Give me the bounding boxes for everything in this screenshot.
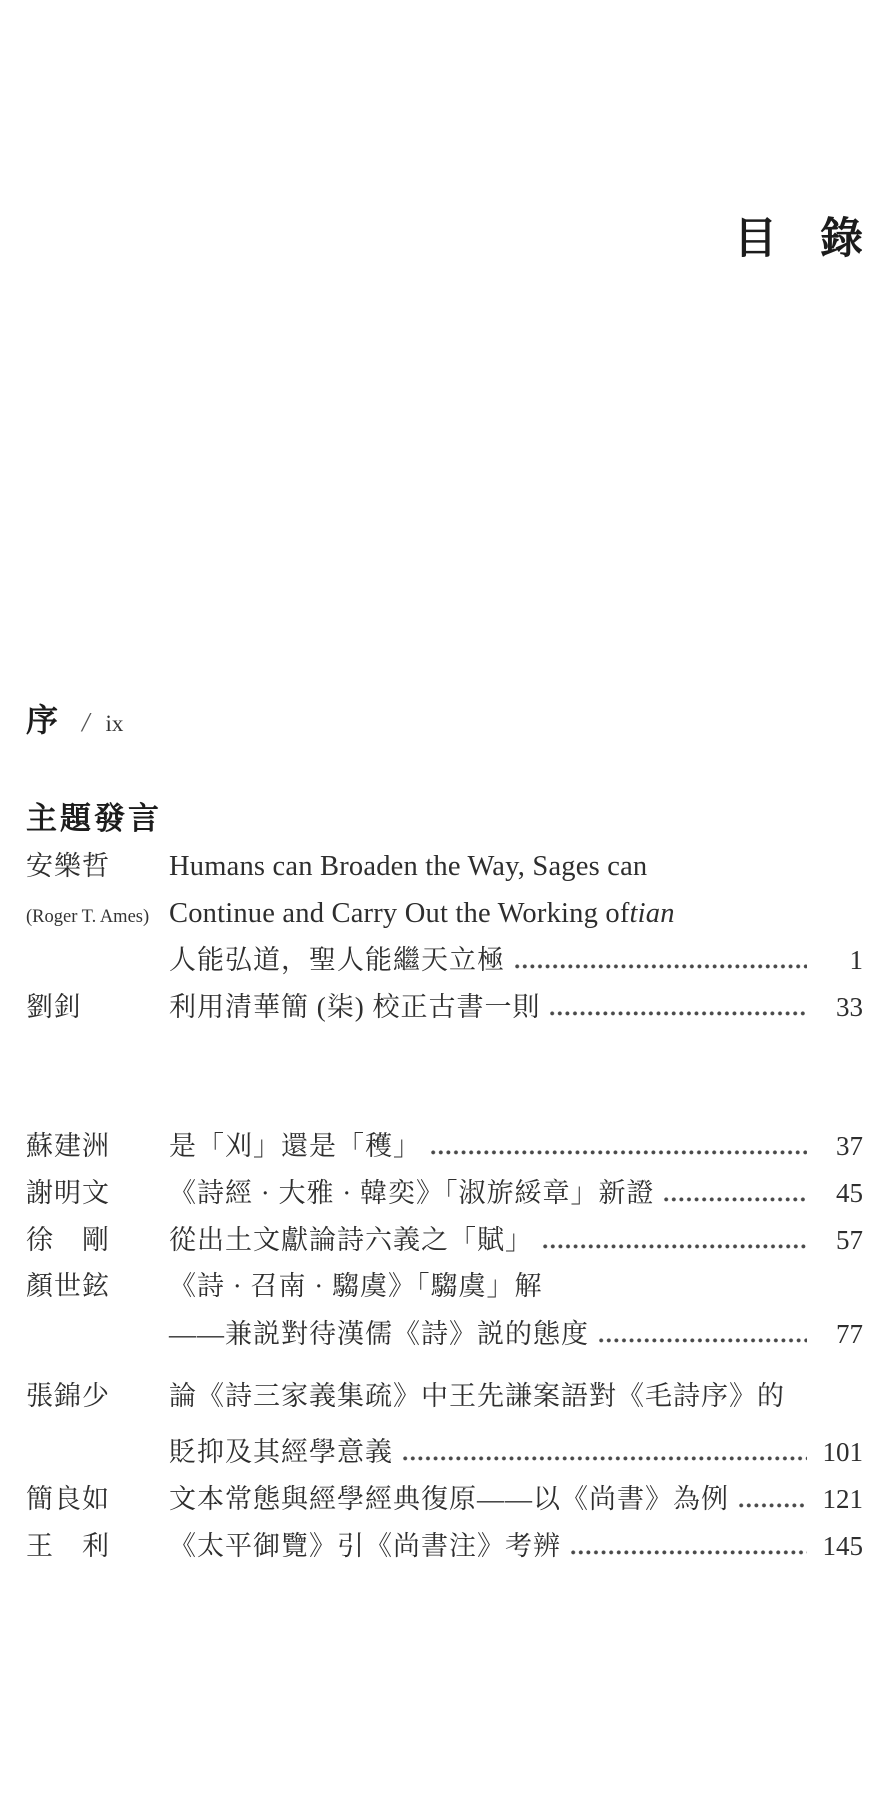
- dotted-leader: [571, 1550, 807, 1555]
- dotted-leader: [543, 1244, 807, 1249]
- author-cell: 簡良如: [26, 1484, 110, 1514]
- page-number: 33: [836, 992, 863, 1022]
- author-cell: 謝明文: [26, 1178, 110, 1208]
- toc-row: [26, 1178, 863, 1225]
- author-cell: 王 利: [26, 1531, 110, 1561]
- entry-title: 貶抑及其經學意義: [169, 1437, 393, 1467]
- toc-row: [26, 1382, 863, 1429]
- author-cell: (Roger T. Ames): [26, 907, 150, 927]
- page-number: 37: [836, 1131, 863, 1161]
- page-number: 77: [836, 1319, 863, 1349]
- entry-title: ——兼説對待漢儒《詩》説的態度: [169, 1319, 589, 1349]
- entry-title: Humans can Broaden the Way, Sages can: [169, 851, 648, 882]
- toc-row: [26, 1225, 863, 1272]
- toc-row: [26, 1437, 863, 1484]
- dotted-leader: [515, 964, 807, 969]
- entry-title: 《太平御覽》引《尚書注》考辨: [169, 1531, 561, 1561]
- page-number: 1: [849, 945, 863, 975]
- toc-row: [26, 1131, 863, 1178]
- toc-row: [26, 1484, 863, 1531]
- entry-title-italic: tian: [629, 898, 675, 929]
- author-cell: 張錦少: [26, 1381, 110, 1411]
- page-number: 57: [836, 1225, 863, 1255]
- dotted-leader: [739, 1503, 807, 1508]
- entry-title: 文本常態與經學經典復原——以《尚書》為例: [169, 1484, 729, 1514]
- dotted-leader: [403, 1456, 807, 1461]
- entry-title: 《詩經 · 大雅 · 韓奕》「淑旂綏章」新證: [169, 1178, 655, 1208]
- entry-title: 論《詩三家義集疏》中王先謙案語對《毛詩序》的: [169, 1381, 785, 1411]
- author-cell: 徐 剛: [26, 1225, 110, 1255]
- author-cell: 安樂哲: [26, 851, 110, 881]
- entry-title: Continue and Carry Out the Working of: [169, 898, 630, 929]
- toc-row: [26, 992, 863, 1039]
- dotted-leader: [599, 1338, 807, 1343]
- author-cell: 劉釗: [26, 992, 82, 1022]
- dotted-leader: [550, 1011, 807, 1016]
- toc-row: [26, 945, 863, 992]
- entry-title: 利用清華簡 (柒) 校正古書一則: [169, 992, 541, 1022]
- preface-page-number: ix: [105, 711, 124, 736]
- page-number: 45: [836, 1178, 863, 1208]
- toc-row: [26, 851, 863, 898]
- page-number: 101: [822, 1437, 863, 1467]
- preface-line: [26, 695, 123, 741]
- toc-row: [26, 898, 863, 945]
- dotted-leader: [431, 1150, 807, 1155]
- entry-title: 人能弘道，聖人能繼天立極: [169, 945, 505, 975]
- preface-label: 序: [26, 702, 59, 738]
- preface-separator: /: [82, 707, 90, 737]
- dotted-leader: [664, 1197, 807, 1202]
- toc-row: [26, 1319, 863, 1366]
- entry-title: 《詩 · 召南 · 騶虞》「騶虞」解: [169, 1271, 543, 1301]
- entry-title: 從出土文獻論詩六義之「賦」: [169, 1225, 533, 1255]
- toc-row: [26, 1272, 863, 1319]
- toc-row: [26, 1531, 863, 1578]
- page-title: 目 錄: [734, 216, 863, 263]
- section-heading: 主題發言: [26, 801, 162, 836]
- toc-list: [26, 851, 863, 1578]
- page-number: 145: [822, 1531, 863, 1561]
- entry-title: 是「刈」還是「穫」: [169, 1131, 421, 1161]
- page-number: 121: [822, 1484, 863, 1514]
- author-cell: 蘇建洲: [26, 1131, 110, 1161]
- author-cell: 顏世鉉: [26, 1271, 110, 1301]
